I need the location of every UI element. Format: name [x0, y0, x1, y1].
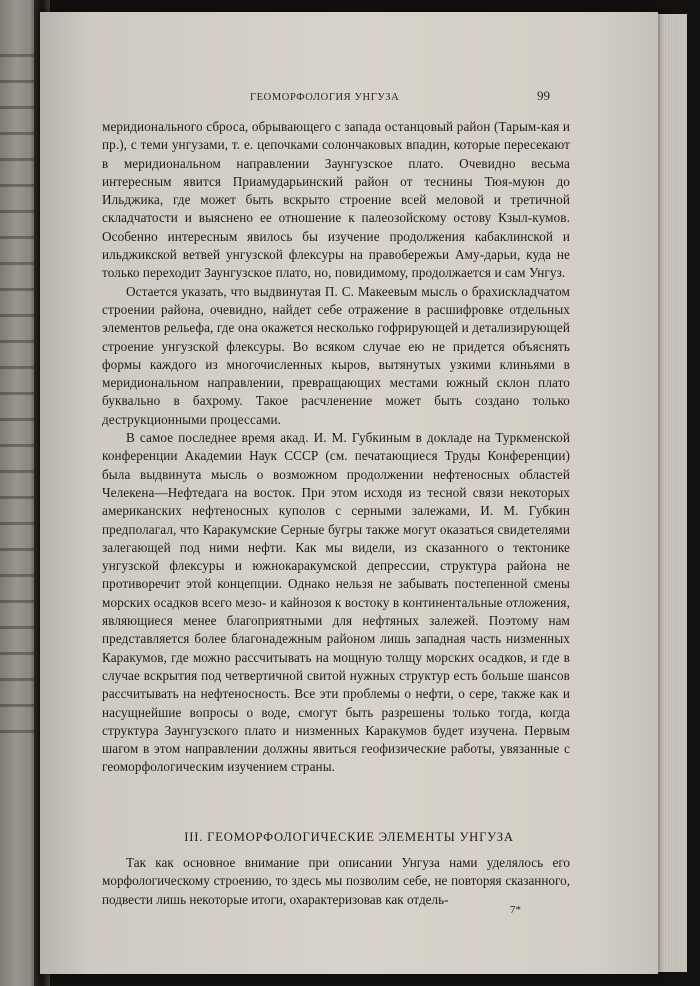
section-heading: III. ГЕОМОРФОЛОГИЧЕСКИЕ ЭЛЕМЕНТЫ УНГУЗА [184, 830, 514, 844]
paragraph: Остается указать, что выдвинутая П. С. Макеевым мысль о брахискладчатом строении района, очевидно, найдет себе отражение в расшифровке отдельных элементов рельефа, где она окажется несколько гофрирующей и детализирующей строение унгузской флексуры. Во всяком случае ею не придется объяснять формы каждого из многочисленных кыров, вытянутых узкими клиньями в меридиональном направлении, превращающих местами южный склон плато буквально в бахрому. Такое расчленение может быть создано только деструкционными процессами. [102, 283, 570, 427]
page-header [40, 88, 658, 108]
signature-mark: 7* [510, 904, 521, 916]
facing-page-text-fragment [0, 40, 34, 740]
section-body [102, 854, 570, 909]
book-page [40, 12, 658, 974]
page-stack-edges [657, 14, 687, 972]
paragraph: В самое последнее время акад. И. М. Губкиным в докладе на Туркменской конференции Академии Наук СССР (см. печатающиеся Труды Конференции) была выдвинута мысль о возможном продолжении нефтеносных областей Челекена—Нефтедага на восток. При этом исходя из тесной связи некоторых американских нефтеносных куполов с серными залежами, И. М. Губкин предполагал, что Каракумские Серные бугры также могут оказаться свидетелями залегающей под ними нефти. Как мы видели, из сказанного о тектонике унгузской флексуры и южнокаракумской депрессии, структура района не противоречит этой концепции. Однако нельзя не забывать постепенной смены морских осадков всего мезо- и кайнозоя к востоку в континентальные отложения, являющиеся менее благоприятными для нефтяных залежей. Поэтому нам представляется более благонадежным районом лишь западная часть низменных Каракумов, где можно рассчитывать на мощную толщу морских осадков, и где в случае вскрытия под четвертичной свитой нужных структур есть больше шансов рассчитывать на нефтеносность. Все эти проблемы о нефти, о сере, также как и насущнейшие вопросы о воде, смогут быть разрешены только тогда, когда структура Заунгузского плато и низменных Каракумов будет изучена. Первым шагом в этом направлении должны явиться геофизические работы, увязанные с геоморфологическим изучением страны. [102, 430, 570, 775]
page-number: 99 [537, 88, 550, 103]
body-text [102, 118, 570, 777]
running-title: ГЕОМОРФОЛОГИЯ УНГУЗА [250, 92, 400, 103]
paragraph: меридионального сброса, обрывающего с запада останцовый район (Тарым-кая и пр.), с теми унгузами, т. е. цепочками солончаковых впадин, которые пересекают в меридиональном направлении Заунгузское плато. Очевидно весьма интересным явится Приамударьинский район от теснины Тюя-муюн до Ильджика, где может быть вскрыто строение всей меловой и третичной складчатости и выяснено ее отношение к палеозойскому остову Кзыл-кумов. Особенно интересным явилось бы изучение продолжения кабаклинской и ильджикской ветвей унгузской флексуры на правобережьи Аму-дарьи, куда не только переходит Заунгузское плато, но, повидимому, продолжается и сам Унгуз. [102, 119, 570, 281]
paragraph: Так как основное внимание при описании Унгуза нами уделялось его морфологическому строению, то здесь мы позволим себе, не повторяя сказанного, подвести лишь некоторые итоги, охарактеризовав как отдель- [102, 855, 570, 907]
